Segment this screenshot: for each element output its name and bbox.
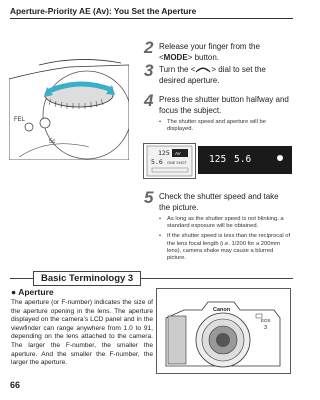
fel-label: FEL: [14, 117, 26, 123]
viewfinder-aperture: 5.6: [234, 154, 252, 165]
dial-label: 5c: [49, 139, 56, 145]
terminology-body: The aperture (or F-number) indicates the size of the aperture opening in the lens. The aperture displayed on the camera’s LCD panel and in the viewfinder can range anywhere from 1.0 to 91, depending on the lens attached to the camera. The larger the F-number, the smaller the aperture. And the smaller the F-number, the larger the aperture.: [11, 299, 153, 367]
focus-confirm-dot: [277, 155, 283, 161]
terminology-heading: ● Aperture: [11, 287, 54, 297]
step-text: Release your finger from the <MODE> button.: [159, 42, 260, 62]
step-bullet: • The shutter speed and aperture will be displayed.: [159, 119, 266, 133]
lcd-small-label: ONE SHOT: [167, 161, 187, 165]
camera-top-illustration: [9, 57, 129, 160]
step-2: [144, 38, 291, 63]
step-number: 2: [144, 38, 154, 57]
bullet-icon: ●: [11, 287, 19, 297]
main-dial-icon: [195, 65, 211, 73]
step-5: [144, 188, 291, 262]
step-bullet: • As long as the shutter speed is not blinking, a standard exposure will be obtained.: [159, 216, 284, 230]
step-text: Turn the < > dial to set the desired aperture.: [159, 65, 266, 85]
lcd-small-mode: AV: [175, 151, 181, 156]
step-bullet: • If the shutter speed is less than the reciprocal of the lens focal length (i.e. 1/200 for a 200mm lens), camera shake may cause a blurred picture.: [159, 233, 291, 262]
lcd-panel-illustration: [143, 143, 196, 179]
model-label: EOS: [261, 318, 271, 323]
brand-label: Canon: [213, 307, 231, 313]
step-text: Check the shutter speed and take the picture.: [159, 192, 279, 212]
viewfinder-readout: [198, 146, 292, 174]
step-number: 5: [144, 188, 154, 207]
page-header: Aperture-Priority AE (Av): You Set the Aperture: [10, 6, 197, 16]
lcd-small-shutter: 125: [158, 149, 170, 157]
terminology-tag: Basic Terminology 3: [33, 271, 141, 286]
step-text: Press the shutter button halfway and focus the subject.: [159, 95, 289, 115]
page-number: 66: [10, 380, 21, 390]
step-number: 4: [144, 91, 154, 110]
viewfinder-shutter: 125: [209, 154, 227, 165]
step-number: 3: [144, 61, 154, 80]
model-number: 3: [264, 325, 268, 331]
header-rule: [10, 18, 293, 19]
step-3: [144, 61, 291, 86]
step-4: [144, 91, 291, 133]
lcd-small-aperture: 5.6: [151, 158, 163, 166]
camera-front-illustration: [156, 288, 291, 374]
